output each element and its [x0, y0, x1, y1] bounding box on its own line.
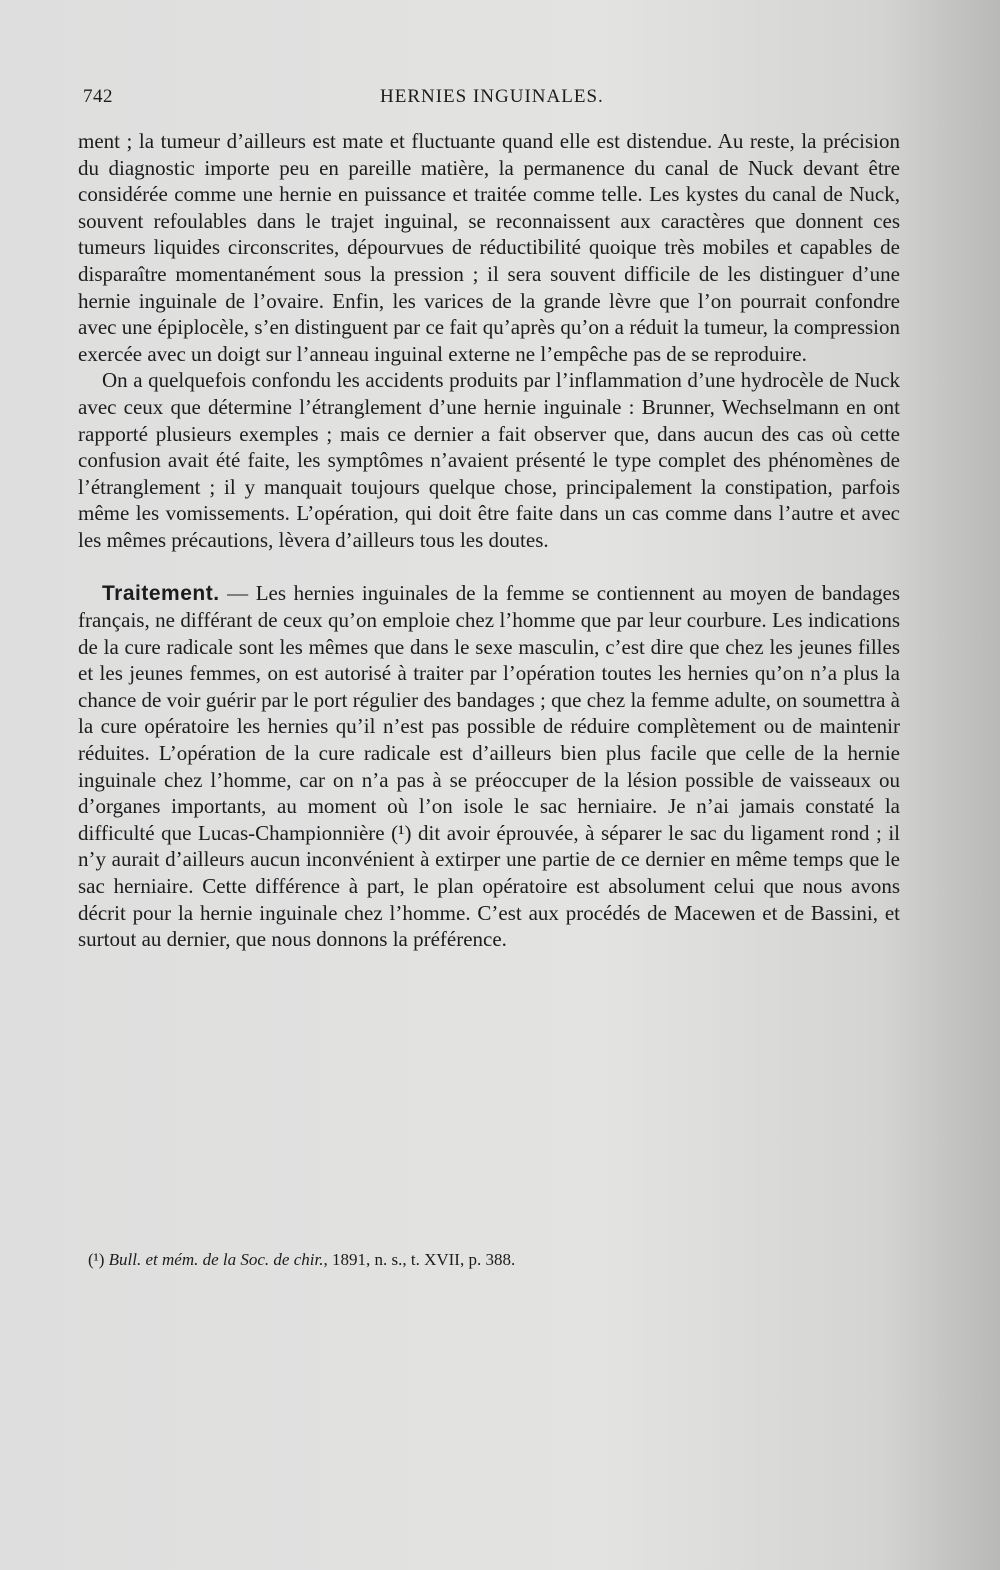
footnote-details: , 1891, n. s., t. XVII, p. 388.: [323, 1250, 516, 1269]
paragraph-traitement: [78, 580, 900, 953]
paragraph-hydrocele: On a quelquefois confondu les accidents produits par l’inflammation d’une hydrocèle de Nuck avec ceux que détermine l’étranglement d’une hernie inguinale : Brunner, Wechselmann en ont rapporté plusieurs exemples ; mais ce dernier a fait observer que, dans aucun des cas où cette confusion avait été faite, les symptômes n’avaient présenté le type complet des phénomènes de l’étranglement ; il y manquait toujours quelque chose, principalement la constipation, parfois même les vomissements. L’opération, qui doit être faite dans un cas comme dans l’autre et avec les mêmes précautions, lèvera d’ailleurs tous les doutes.: [78, 368, 900, 552]
running-title: HERNIES INGUINALES.: [380, 86, 604, 107]
page-header: [80, 86, 900, 116]
body-text: [78, 128, 900, 953]
page-number: 742: [83, 86, 113, 107]
footnote-marker: (¹): [88, 1250, 109, 1269]
footnote-source: Bull. et mém. de la Soc. de chir.: [108, 1250, 324, 1269]
footnote: [88, 1250, 898, 1270]
paragraph-diagnosis: ment ; la tumeur d’ailleurs est mate et fluctuante quand elle est distendue. Au reste, la précision du diagnostic importe peu en pareille matière, la permanence du canal de Nuck devant être considérée comme une hernie en puissance et traitée comme telle. Les kystes du canal de Nuck, souvent refoulables dans le trajet inguinal, se reconnaissent aux caractères que donnent ces tumeurs liquides circonscrites, dépourvues de réductibilité quoique très mobiles et capables de disparaître momentanément sous la pression ; il sera souvent difficile de les distinguer d’une hernie inguinale de l’ovaire. Enfin, les varices de la grande lèvre que l’on pourrait confondre avec une épiplocèle, s’en distinguent par ce fait qu’après qu’on a réduit la tumeur, la compression exercée avec un doigt sur l’anneau inguinal externe ne l’empêche pas de se reproduire.: [78, 129, 900, 366]
section-spacer: [78, 554, 900, 580]
section-text: — Les hernies inguinales de la femme se contiennent au moyen de bandages français, ne différant de ceux qu’on emploie chez l’homme que par leur courbure. Les indications de la cure radicale sont les mêmes que dans le sexe masculin, c’est dire que chez les jeunes filles et les jeunes femmes, on est autorisé à traiter par l’opération toutes les hernies qu’on n’a plus la chance de voir guérir par le port régulier des bandages ; que chez la femme adulte, on soumettra à la cure opératoire les hernies qu’il n’est pas possible de réduire complètement ou de maintenir réduites. L’opération de la cure radicale est d’ailleurs bien plus facile que celle de la hernie inguinale chez l’homme, car on n’a pas à se préoccuper de la lésion possible de vaisseaux ou d’organes importants, au moment où l’on isole le sac herniaire. Je n’ai jamais constaté la difficulté que Lucas-Championnière (¹) dit avoir éprouvée, à séparer le sac du ligament rond ; il n’y aurait d’ailleurs aucun inconvénient à extirper une partie de ce dernier en même temps que le sac herniaire. Cette différence à part, le plan opératoire est absolument celui que nous avons décrit pour la hernie inguinale chez l’homme. C’est aux procédés de Macewen et de Bassini, et surtout au dernier, que nous donnons la préférence.: [78, 580, 900, 952]
section-heading: Traitement.: [102, 581, 220, 605]
